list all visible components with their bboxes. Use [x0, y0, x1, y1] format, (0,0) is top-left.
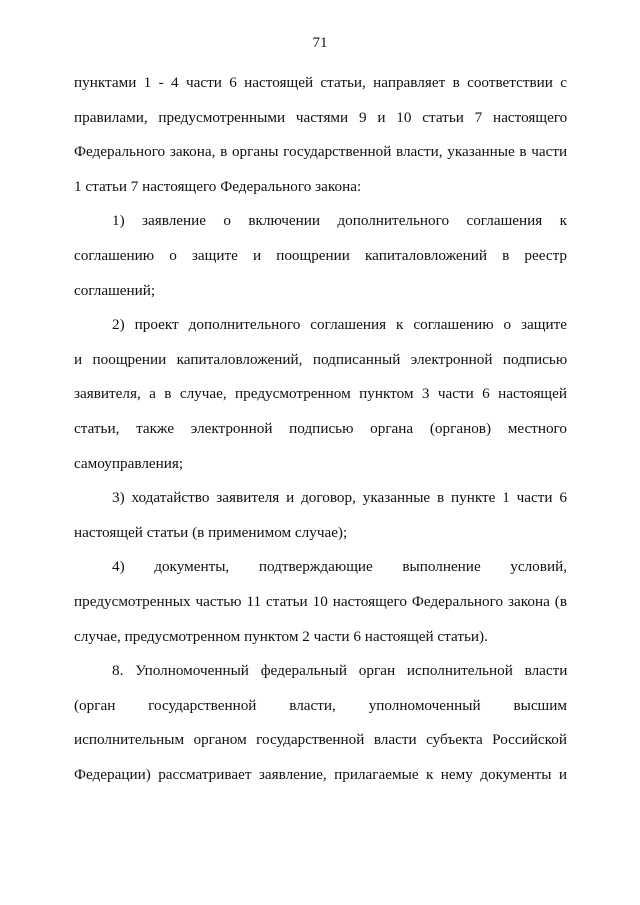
text-line: правилами, предусмотренными частями 9 и 10 статьи 7 настоящего [74, 108, 568, 126]
text-line: 8. Уполномоченный федеральный орган исполнительной власти [112, 662, 568, 680]
text-line: Федерального закона, в органы государственной власти, указанные в части [74, 143, 568, 161]
text-line: соглашению о защите и поощрении капиталовложений в реестр [74, 246, 567, 264]
text-line: и поощрении капиталовложений, подписанный электронной подписью [74, 350, 568, 368]
text-line: 1 статьи 7 настоящего Федерального закона: [74, 177, 362, 195]
text-line: пунктами 1 - 4 части 6 настоящей статьи, направляет в соответствии с [74, 74, 567, 91]
text-line: самоуправления; [74, 454, 184, 472]
document-body [74, 66, 567, 792]
page-number: 71 [312, 35, 328, 51]
text-line: статьи, также электронной подписью органа (органов) местного [74, 419, 567, 437]
text-line: 4) документы, подтверждающие выполнение условий, [112, 558, 567, 576]
text-line: Федерации) рассматривает заявление, прилагаемые к нему документы и [74, 765, 567, 783]
text-line: соглашений; [74, 281, 156, 299]
text-line: 3) ходатайство заявителя и договор, указанные в пункте 1 части 6 [112, 489, 567, 507]
text-line: исполнительным органом государственной власти субъекта Российской [74, 731, 567, 749]
text-line: заявителя, а в случае, предусмотренном пунктом 3 части 6 настоящей [74, 385, 567, 403]
text-line: настоящей статьи (в применимом случае); [74, 523, 348, 541]
text-line: случае, предусмотренном пунктом 2 части 6 настоящей статьи). [74, 627, 488, 645]
text-line: предусмотренных частью 11 статьи 10 настоящего Федерального закона (в [74, 592, 567, 610]
text-line: 2) проект дополнительного соглашения к соглашению о защите [112, 316, 567, 334]
text-line: (орган государственной власти, уполномоченный высшим [74, 696, 567, 714]
text-line: 1) заявление о включении дополнительного соглашения к [112, 212, 567, 230]
